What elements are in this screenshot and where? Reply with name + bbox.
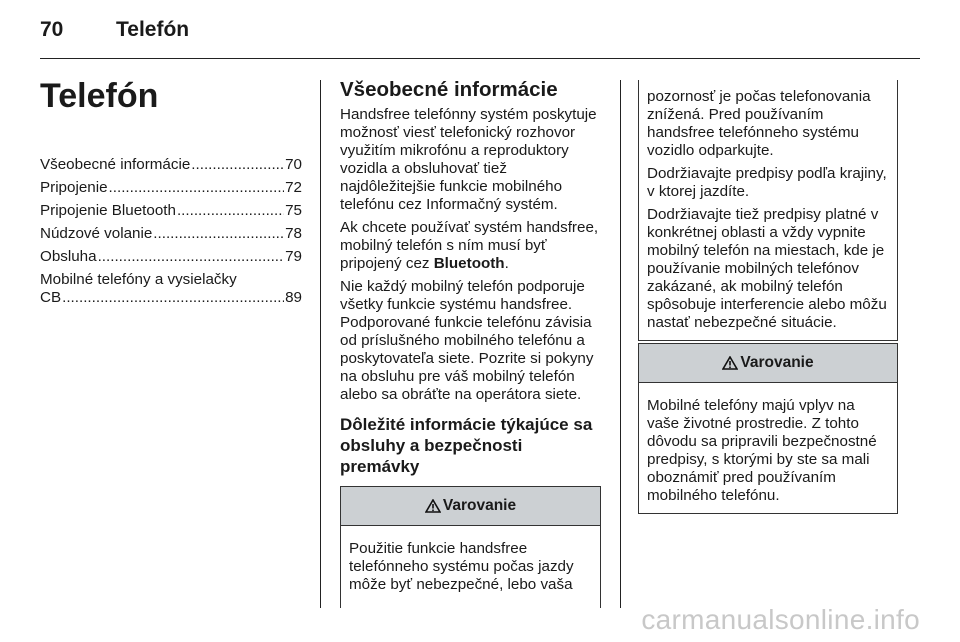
toc-entry-bluetooth[interactable] bbox=[40, 202, 302, 220]
chapter-column bbox=[40, 70, 302, 312]
header-rule bbox=[40, 58, 920, 59]
paragraph: Ak chcete používať systém handsfree, mobilný telefón s ním musí byť pripojený cez Bluetooth. bbox=[340, 219, 599, 272]
column-divider bbox=[320, 80, 321, 608]
toc-entry-page: 89 bbox=[285, 289, 302, 306]
important-info-heading: Dôležité informácie týkajúce sa obsluhy a bezpečnosti premávky bbox=[340, 415, 593, 476]
toc-entry-page: 75 bbox=[285, 202, 302, 219]
warning-box bbox=[638, 343, 898, 514]
table-of-contents bbox=[40, 156, 302, 307]
paragraph: Dodržiavajte predpisy podľa krajiny, v ktorej jazdíte. bbox=[647, 165, 887, 200]
warning-box-continued bbox=[638, 80, 898, 341]
toc-entry-title: Všeobecné informácie bbox=[40, 156, 191, 173]
toc-entry-title: Obsluha bbox=[40, 248, 97, 265]
toc-entry-page: 70 bbox=[285, 156, 302, 173]
toc-entry-page: 79 bbox=[285, 248, 302, 265]
warning-label: Varovanie bbox=[740, 354, 814, 371]
chapter-title: Telefón bbox=[40, 77, 159, 115]
toc-entry-operation[interactable] bbox=[40, 248, 302, 266]
warning-triangle-icon bbox=[722, 356, 738, 370]
toc-entry-connection[interactable] bbox=[40, 179, 302, 197]
toc-entry-emergency[interactable] bbox=[40, 225, 302, 243]
paragraph: Handsfree telefónny systém poskytuje možnosť viesť telefonický rozhovor využitím mikrofónu a reproduktory vozidla a obsluhovať tiež najdôležitejšie funkcie mobilného telefónu cez Informačný systém. bbox=[340, 106, 597, 213]
warning-triangle-icon bbox=[425, 499, 441, 513]
toc-entry-title: Pripojenie Bluetooth bbox=[40, 202, 176, 219]
section-title: Telefón bbox=[116, 18, 190, 41]
general-info-column bbox=[340, 78, 602, 487]
warning-header bbox=[639, 344, 897, 383]
warning-text: Mobilné telefóny majú vplyv na vaše životné prostredie. Z tohto dôvodu sa pripravili bezpečnostné predpisy, s ktorými by ste sa mali oboznámiť pred používaním mobilného telefónu. bbox=[647, 397, 877, 504]
watermark: carmanualsonline.info bbox=[641, 604, 920, 635]
paragraph: Nie každý mobilný telefón podporuje všetky funkcie systému handsfree. Podporované funkcie telefónu závisia od príslušného mobilného telefónu a poskytovateľa siete. Pozrite si pokyny na obsluhu pre váš mobilný telefón alebo sa obráťte na operátora siete. bbox=[340, 278, 594, 403]
toc-entry-title-cont: CB bbox=[40, 289, 62, 306]
bluetooth-keyword: Bluetooth bbox=[433, 255, 505, 272]
column-divider bbox=[620, 80, 621, 608]
warning-box bbox=[340, 486, 601, 608]
toc-entry-title: Núdzové volanie bbox=[40, 225, 153, 242]
general-info-heading: Všeobecné informácie bbox=[340, 78, 558, 101]
toc-entry-page: 78 bbox=[285, 225, 302, 242]
paragraph: Dodržiavajte tiež predpisy platné v konkrétnej oblasti a vždy vypnite mobilný telefón na miestach, kde je používanie mobilných telefónov zakázané, ak mobilný telefón spôsobuje interferencie alebo môžu nastať nebezpečné situácie. bbox=[647, 206, 887, 331]
warning-label: Varovanie bbox=[442, 497, 517, 514]
toc-entry-mobile-cb[interactable] bbox=[40, 271, 302, 307]
toc-entry-title: Pripojenie bbox=[40, 179, 108, 196]
page-number: 70 bbox=[40, 18, 64, 41]
toc-entry-general[interactable] bbox=[40, 156, 302, 174]
toc-entry-title: Mobilné telefóny a vysielačky bbox=[40, 271, 237, 288]
warning-header bbox=[341, 487, 600, 526]
paragraph: pozornosť je počas telefonovania znížená. Pred používaním handsfree telefónneho systému vozidlo odparkujte. bbox=[647, 88, 871, 159]
warning-text: Použitie funkcie handsfree telefónneho systému počas jazdy môže byť nebezpečné, lebo vaša bbox=[349, 540, 574, 593]
toc-entry-page: 72 bbox=[285, 179, 302, 196]
